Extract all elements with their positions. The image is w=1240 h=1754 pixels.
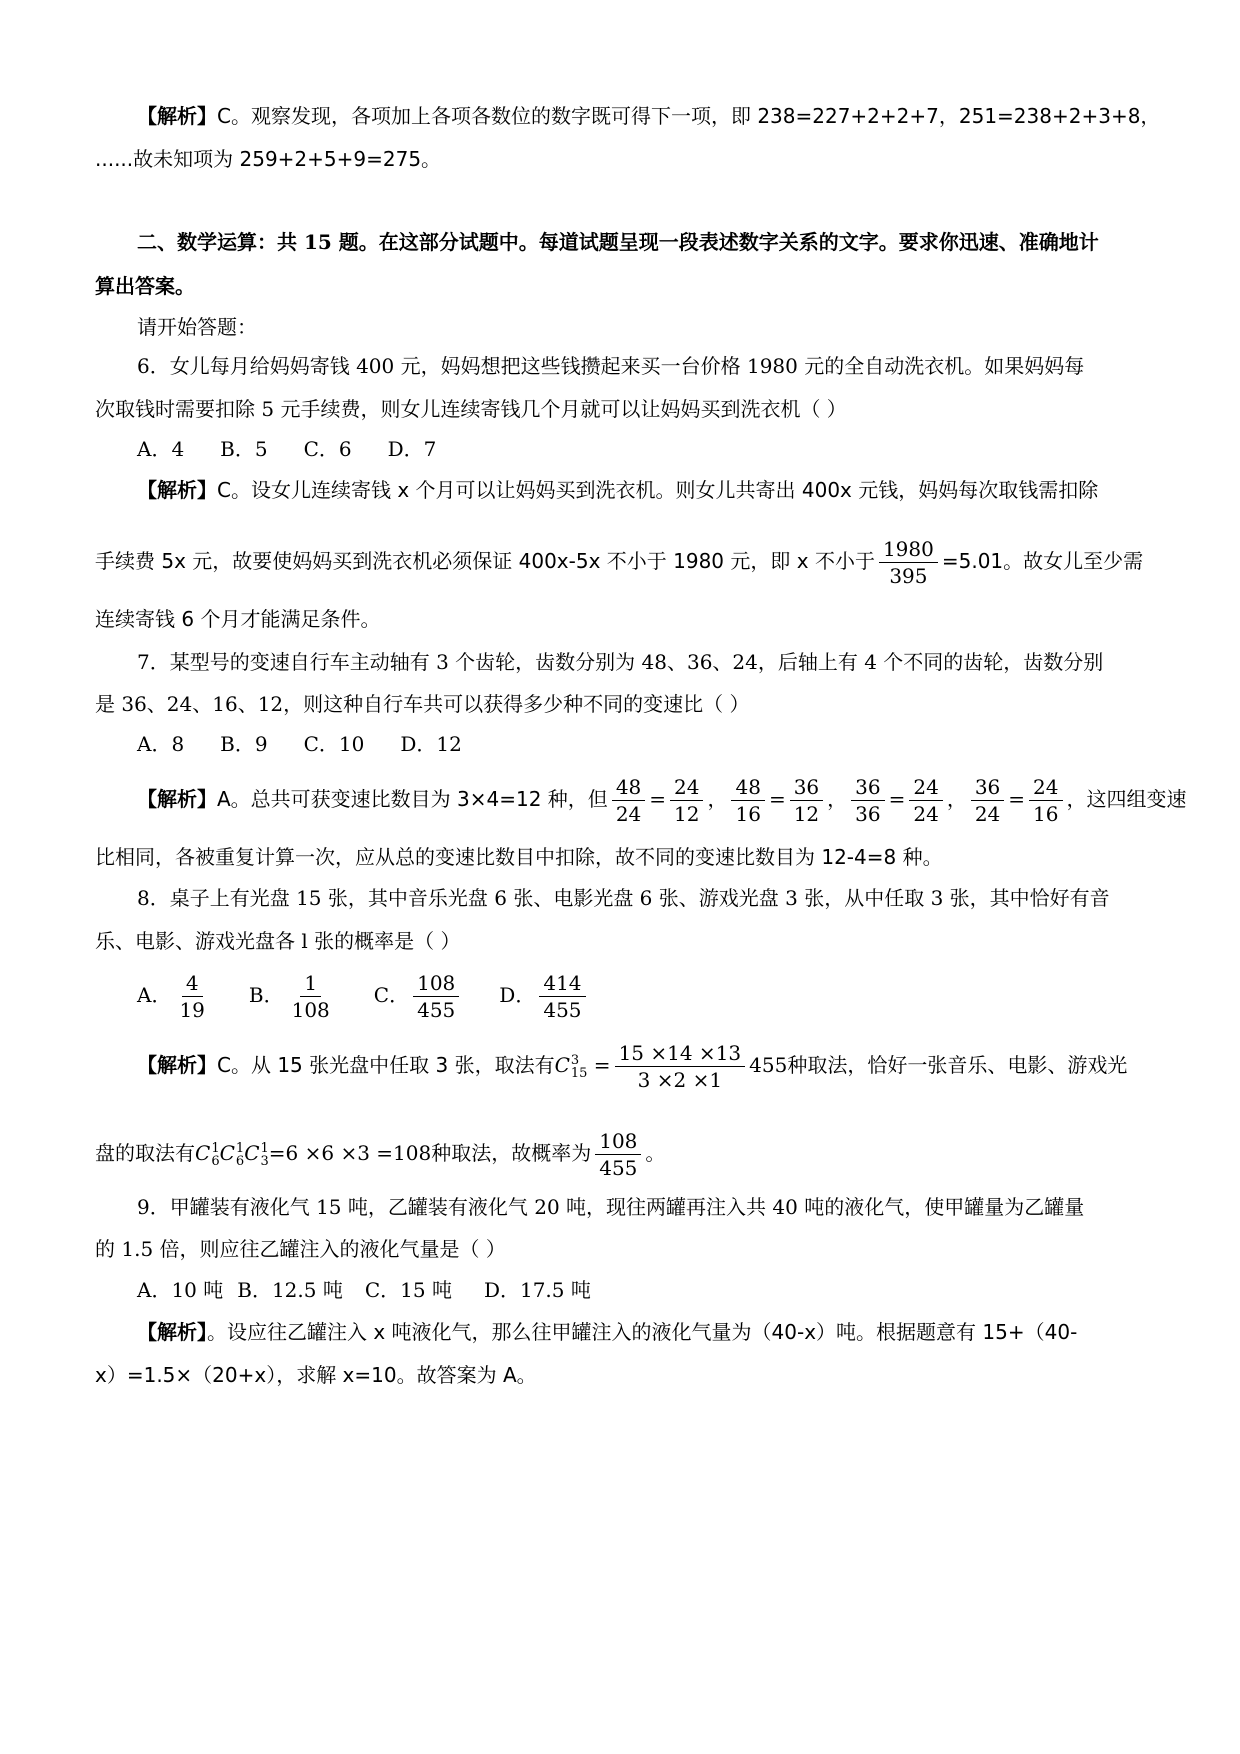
fraction <box>612 774 645 827</box>
fraction-denominator: 36 <box>855 802 881 826</box>
fraction-numerator: 36 <box>971 774 1004 801</box>
explanation-text: C。从 15 张光盘中任取 3 张，取法有 <box>217 1053 555 1077</box>
q9-option-b: B．12.5 吨 <box>237 1278 343 1302</box>
fraction <box>670 774 703 827</box>
section-heading-line-2: 算出答案。 <box>95 274 195 298</box>
explanation-text: ，这四组变速 <box>1066 787 1187 811</box>
q5-explanation-line-1 <box>137 102 1160 130</box>
explanation-text: 盘的取法有 <box>95 1141 195 1165</box>
q8-options <box>137 966 626 1024</box>
fraction <box>413 970 459 1023</box>
fraction <box>539 970 585 1023</box>
explanation-text: =5.01。故女儿至少需 <box>941 549 1144 573</box>
q7-option-b: B．9 <box>220 732 268 756</box>
q9-option-a: A．10 吨 <box>137 1278 224 1302</box>
fraction <box>595 1128 641 1181</box>
start-prompt: 请开始答题： <box>137 315 257 339</box>
option-label: D． <box>499 983 536 1007</box>
fraction-denominator: 108 <box>291 998 330 1022</box>
q6-option-c: C．6 <box>303 437 352 461</box>
explanation-text: 。设应往乙罐注入 x 吨液化气，那么往甲罐注入的液化气量为（40-x）吨。根据题意有 15+（40- <box>207 1320 1078 1344</box>
fraction-numerator: 36 <box>790 774 823 801</box>
fraction-numerator: 1980 <box>879 536 938 563</box>
explanation-tag: 【解析】 <box>137 787 217 811</box>
q8-option-d <box>499 966 589 1024</box>
combination-symbol: C 3 15 <box>554 1052 588 1081</box>
combination-value: 455 <box>749 1053 788 1077</box>
q9-explanation-line-2: x）=1.5×（20+x），求解 x=10。故答案为 A。 <box>95 1363 537 1387</box>
fraction-numerator: 24 <box>670 774 703 801</box>
q7-stem-line-1: 7．某型号的变速自行车主动轴有 3 个齿轮，齿数分别为 48、36、24，后轴上有 4 个不同的齿轮，齿数分别 <box>137 650 1104 674</box>
fraction-denominator: 24 <box>615 802 642 826</box>
option-label: C． <box>373 983 410 1007</box>
fraction-denominator: 24 <box>974 802 1001 826</box>
explanation-text: C。设女儿连续寄钱 x 个月可以让妈妈买到洗衣机。则女儿共寄出 400x 元钱，妈妈每次取钱需扣除 <box>217 478 1099 502</box>
fraction <box>971 774 1004 827</box>
q9-option-d: D．17.5 吨 <box>483 1278 591 1302</box>
explanation-text: C。观察发现，各项加上各项各数位的数字既可得下一项，即 238=227+2+2+7，251=238+2+3+8， <box>217 104 1161 128</box>
q8-option-b <box>249 966 338 1024</box>
option-label: A． <box>137 983 172 1007</box>
fraction-numerator: 108 <box>595 1128 641 1155</box>
fraction <box>615 1040 746 1093</box>
fraction-denominator: 16 <box>735 802 761 826</box>
explanation-text: 手续费 5x 元，故要使妈妈买到洗衣机必须保证 400x-5x 不小于 1980 元，即 x 不小于 <box>95 549 875 573</box>
q7-option-a: A．8 <box>137 732 185 756</box>
fraction-denominator: 12 <box>793 802 820 826</box>
fraction <box>175 970 208 1023</box>
fraction <box>851 774 884 827</box>
fraction-numerator: 36 <box>851 774 884 801</box>
explanation-tag: 【解析】 <box>137 478 217 502</box>
fraction-numerator: 24 <box>1029 774 1062 801</box>
fraction-numerator: 108 <box>413 970 459 997</box>
explanation-text: 种取法，故概率为 <box>431 1141 592 1165</box>
fraction <box>288 970 334 1023</box>
fraction-denominator: 19 <box>179 998 205 1022</box>
fraction-numerator: 1 <box>300 970 321 997</box>
explanation-tag: 【解析】 <box>137 104 217 128</box>
fraction <box>909 774 942 827</box>
q9-option-c: C．15 吨 <box>364 1278 452 1302</box>
q9-options <box>137 1276 627 1304</box>
q6-option-d: D．7 <box>387 437 437 461</box>
q8-explanation-line-1: 【解析】C。从 15 张光盘中任取 3 张，取法有C 3 15 = $\frac{15 \times 14 \times 13}{3 \times 2 \times 1}$ 455种取法，恰好一张音乐、电影、游戏光 <box>137 1041 1128 1092</box>
q7-explanation-line-2: 比相同，各被重复计算一次，应从总的变速比数目中扣除，故不同的变速比数目为 12-4=8 种。 <box>95 845 943 869</box>
fraction-denominator: 455 <box>417 998 456 1022</box>
q6-explanation-line-1 <box>137 476 1098 504</box>
q6-options <box>137 435 472 463</box>
combination-product: C 1 6 C 1 6 C 1 3 <box>195 1140 269 1169</box>
fraction-numerator: 15 ×14 ×13 <box>615 1040 746 1067</box>
fraction-denominator: 455 <box>599 1156 638 1180</box>
option-label: B． <box>248 983 284 1007</box>
fraction-denominator: 12 <box>674 802 700 826</box>
q9-stem-line-1: 9．甲罐装有液化气 15 吨，乙罐装有液化气 20 吨，现往两罐再注入共 40 吨的液化气，使甲罐量为乙罐量 <box>137 1195 1085 1219</box>
explanation-text: 。 <box>645 1141 666 1165</box>
q8-explanation-line-2 <box>95 1124 665 1182</box>
q6-option-b: B．5 <box>220 437 268 461</box>
q6-explanation-line-3: 连续寄钱 6 个月才能满足条件。 <box>95 607 381 631</box>
fraction-denominator: 3 ×2 ×1 <box>637 1068 723 1092</box>
fraction <box>879 536 938 589</box>
explanation-text: 种取法，恰好一张音乐、电影、游戏光 <box>787 1053 1128 1077</box>
q5-explanation-line-2: ......故未知项为 259+2+5+9=275。 <box>95 147 442 171</box>
q9-explanation-line-1 <box>137 1318 1077 1346</box>
q7-explanation-line-1: 【解析】A。总共可获变速比数目为 3×4=12 种，但 $\frac{48}{24}$ = $\frac{24}{12}$ ， $\frac{48}{16}$ = $\frac{36}{12}$ ， $\frac{36}{36}$ = $\frac{24}{24}$ ， $\frac{36}{24}$ = $\frac{24}{16}$ ，这四组变速 <box>137 775 1187 826</box>
math-expression: =6 ×6 ×3 =108 <box>268 1141 432 1165</box>
fraction-denominator: 24 <box>913 802 939 826</box>
q6-explanation-line-2 <box>95 532 1143 590</box>
q6-option-a: A．4 <box>137 437 185 461</box>
fraction-denominator: 455 <box>543 998 582 1022</box>
fraction-denominator: 395 <box>889 564 928 588</box>
q8-option-a <box>137 966 213 1024</box>
q8-option-c <box>374 966 464 1024</box>
q8-stem-line-1: 8．桌子上有光盘 15 张，其中音乐光盘 6 张、电影光盘 6 张、游戏光盘 3 张，从中任取 3 张，其中恰好有音 <box>137 886 1110 910</box>
q7-options <box>137 730 498 758</box>
explanation-tag: 【解析】 <box>137 1053 217 1077</box>
explanation-text: A。总共可获变速比数目为 3×4=12 种，但 <box>217 787 608 811</box>
fraction-numerator: 48 <box>731 774 764 801</box>
fraction <box>1029 774 1062 827</box>
explanation-tag: 【解析】 <box>137 1320 207 1344</box>
q6-stem-line-1: 6．女儿每月给妈妈寄钱 400 元，妈妈想把这些钱攒起来买一台价格 1980 元的全自动洗衣机。如果妈妈每 <box>137 354 1085 378</box>
section-heading-line-1: 二、数学运算：共 15 题。在这部分试题中。每道试题呈现一段表述数字关系的文字。要求你迅速、准确地计 <box>137 230 1099 254</box>
q7-stem-line-2: 是 36、24、16、12，则这种自行车共可以获得多少种不同的变速比（ ） <box>95 692 750 716</box>
q7-option-d: D．12 <box>400 732 462 756</box>
fraction-numerator: 48 <box>612 774 645 801</box>
fraction-denominator: 16 <box>1033 802 1059 826</box>
q7-option-c: C．10 <box>303 732 365 756</box>
fraction-numerator: 414 <box>539 970 585 997</box>
q6-stem-line-2: 次取钱时需要扣除 5 元手续费，则女儿连续寄钱几个月就可以让妈妈买到洗衣机（ ） <box>95 397 847 421</box>
q9-stem-line-2: 的 1.5 倍，则应往乙罐注入的液化气量是（ ） <box>95 1237 506 1261</box>
q8-stem-line-2: 乐、电影、游戏光盘各 l 张的概率是（ ） <box>95 929 461 953</box>
fraction <box>790 774 823 827</box>
fraction-numerator: 24 <box>909 774 942 801</box>
fraction-numerator: 4 <box>182 970 203 997</box>
fraction <box>731 774 764 827</box>
